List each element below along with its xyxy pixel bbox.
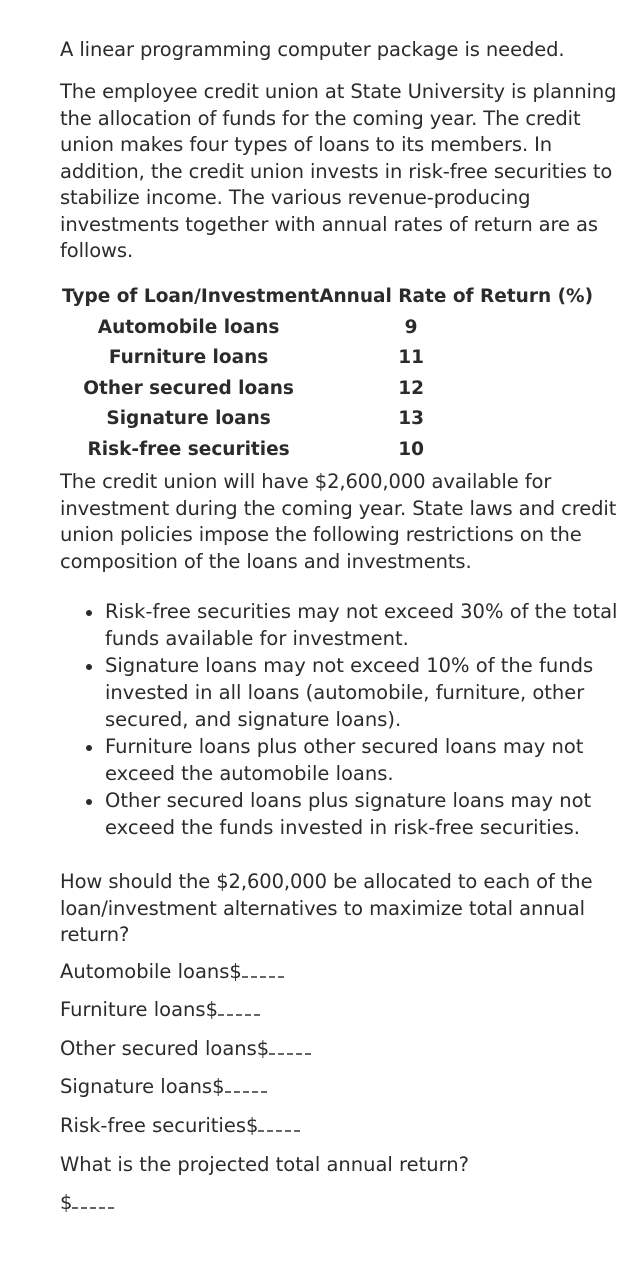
list-item: Signature loans may not exceed 10% of the funds invested in all loans (automobile, furniture, other secured, and signature loans). (105, 652, 641, 733)
rates-table (58, 282, 593, 465)
table-row (58, 343, 593, 374)
row-rate: 9 (404, 316, 418, 338)
row-rate: 11 (398, 347, 424, 368)
answer-label: Furniture loans$ (60, 998, 218, 1021)
table-row (58, 313, 593, 344)
answer-furniture (60, 997, 260, 1023)
answer-blank[interactable] (225, 1077, 267, 1093)
problem-statement: The employee credit union at State University is planning the allocation of funds for the coming year. The credit union makes four types of loans to its members. In addition, the credit union invests in risk-free securities to stabilize income. The various revenue-producing investments together with annual rates of return are as follows. (60, 80, 617, 262)
row-type: Signature loans (106, 408, 271, 429)
table-row (58, 374, 593, 405)
answer-label: Risk-free securities$ (60, 1114, 259, 1137)
row-rate: 13 (398, 408, 424, 429)
header-rate: Annual Rate of Return (%) (319, 286, 594, 307)
answer-label: Signature loans$ (60, 1075, 225, 1098)
funds-paragraph: The credit union will have $2,600,000 available for investment during the coming year. State laws and credit union policies impose the following restrictions on the composition of the loans and investments. (60, 470, 617, 573)
answer-signature (60, 1074, 267, 1100)
row-type: Risk-free securities (87, 438, 290, 460)
answer-total (60, 1190, 114, 1216)
list-item: Risk-free securities may not exceed 30% of the total funds available for investment. (105, 598, 641, 652)
answer-label: $ (60, 1191, 73, 1214)
answer-risk-free (60, 1113, 300, 1139)
answer-label: Other secured loans$ (60, 1037, 270, 1060)
answer-blank[interactable] (258, 1116, 300, 1132)
answer-other-secured (60, 1036, 311, 1062)
allocation-question: How should the $2,600,000 be allocated to each of the loan/investment alternatives to maximize total annual return? (60, 870, 593, 946)
answer-blank[interactable] (218, 1000, 260, 1016)
table-row (58, 435, 593, 466)
answer-blank[interactable] (269, 1039, 311, 1055)
answer-blank[interactable] (72, 1193, 114, 1209)
header-type: Type of Loan/Investment (62, 286, 320, 307)
total-return-question: What is the projected total annual return? (60, 1153, 470, 1176)
row-rate: 10 (398, 438, 424, 460)
row-type: Other secured loans (83, 377, 294, 399)
table-row (58, 404, 593, 435)
list-item: Furniture loans plus other secured loans may not exceed the automobile loans. (105, 733, 641, 787)
answer-blank[interactable] (242, 962, 284, 978)
restrictions-list (80, 598, 641, 841)
intro-note: A linear programming computer package is needed. (60, 38, 565, 61)
row-type: Automobile loans (97, 316, 280, 338)
list-item: Other secured loans plus signature loans may not exceed the funds invested in risk-free securities. (105, 787, 641, 841)
answer-automobile (60, 959, 284, 985)
answer-label: Automobile loans$ (60, 960, 242, 983)
row-type: Furniture loans (108, 347, 269, 368)
table-header-row (58, 282, 593, 313)
row-rate: 12 (398, 377, 424, 399)
